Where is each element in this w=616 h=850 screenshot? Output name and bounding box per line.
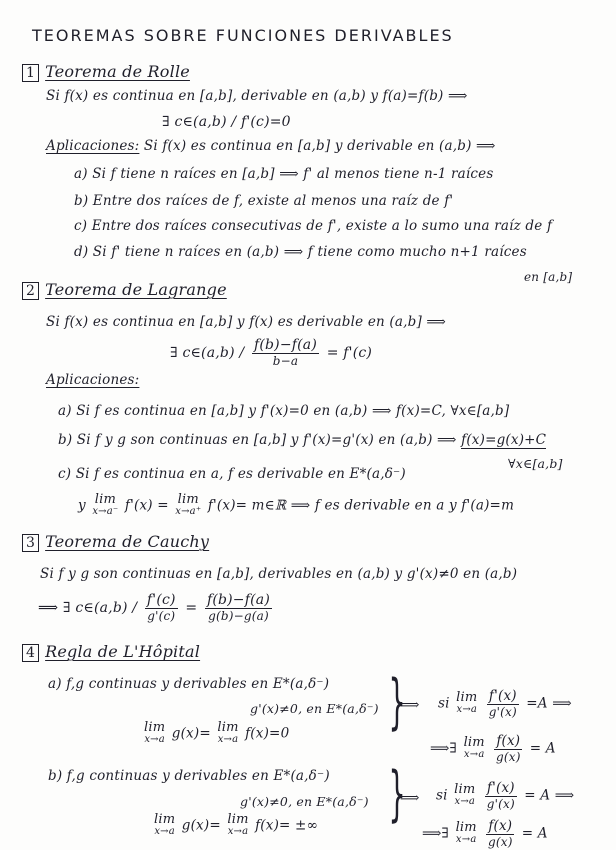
lhopital-b-result <box>422 818 548 850</box>
lim-sub: x→a⁻ <box>92 506 119 517</box>
lagrange-app-b-result: f(x)=g(x)+C <box>461 432 547 448</box>
arrow-b: ⟹ <box>400 790 420 806</box>
section-number: 2 <box>22 282 39 300</box>
lhopital-b-hyp3 <box>152 814 318 838</box>
lagrange-statement: Si f(x) es continua en [a,b] y f(x) es derivable en (a,b] ⟹ <box>46 314 446 330</box>
lim-label: lim <box>177 492 199 507</box>
section-name: Teorema de Cauchy <box>45 532 210 551</box>
fraction-denominator: g(b)−g(a) <box>208 609 269 623</box>
limit-left <box>92 494 118 518</box>
text: si <box>438 695 450 712</box>
page-title: TEOREMAS SOBRE FUNCIONES DERIVABLES <box>32 26 454 45</box>
rolle-app-c: c) Entre dos raíces consecutivas de f', existe a lo sumo una raíz de f <box>74 218 553 234</box>
lhopital-a-hyp1: a) f,g continuas y derivables en E*(a,δ⁻) <box>48 676 330 692</box>
section-lhopital-heading <box>22 642 200 662</box>
limit <box>227 814 248 838</box>
fraction-denominator: g'(x) <box>488 705 517 719</box>
lim-sub: x→a <box>227 826 249 837</box>
fraction-numerator: f'(c) <box>146 592 176 608</box>
fraction <box>487 688 519 720</box>
lim-label: lim <box>463 735 485 750</box>
lim-label: lim <box>227 812 249 827</box>
rolle-app-d: d) Si f' tiene n raíces en (a,b) ⟹ f tiene como mucho n+1 raíces <box>74 244 527 260</box>
fraction-numerator: f'(x) <box>486 780 515 796</box>
lhopital-a-hyp3 <box>142 722 289 746</box>
limit <box>456 692 477 716</box>
rolle-result: ∃ c∈(a,b) / f'(c)=0 <box>162 114 291 130</box>
fraction-numerator: f(x) <box>488 818 513 834</box>
lim-label: lim <box>217 720 239 735</box>
section-lagrange-heading <box>22 280 227 300</box>
section-cauchy-heading <box>22 532 209 552</box>
limit-right <box>175 494 201 518</box>
lim-sub: x→a⁺ <box>175 506 202 517</box>
lagrange-applications-label <box>46 372 139 388</box>
text: f'(x) = <box>124 497 169 514</box>
rolle-app-a: a) Si f tiene n raíces en [a,b] ⟹ f' al menos tiene n-1 raíces <box>74 166 494 182</box>
lim-label: lim <box>455 820 477 835</box>
section-number: 4 <box>22 644 39 662</box>
lhopital-b-hyp1: b) f,g continuas y derivables en E*(a,δ⁻) <box>48 768 330 784</box>
lim-sub: x→a <box>217 734 239 745</box>
cauchy-fraction-left <box>145 592 178 624</box>
lhopital-b-hyp2: g'(x)≠0, en E*(a,δ⁻) <box>240 794 369 809</box>
text: f(x)=0 <box>245 725 290 742</box>
text: g(x)= <box>181 817 221 834</box>
fraction-denominator: g'(c) <box>147 609 176 623</box>
lagrange-app-a: a) Si f es continua en [a,b] y f'(x)=0 en (a,b) ⟹ f(x)=C, ∀x∈[a,b] <box>58 403 510 419</box>
limit <box>144 722 165 746</box>
text: = A <box>529 740 556 757</box>
brace-b: } <box>388 759 406 829</box>
brace-a: } <box>388 667 406 737</box>
lagrange-app-b-domain: ∀x∈[a,b] <box>508 456 563 471</box>
fraction <box>485 780 517 812</box>
text: si <box>436 787 448 804</box>
lagrange-app-b-text: b) Si f y g son continuas en [a,b] y f'(x)=g'(x) en (a,b) ⟹ <box>58 432 457 448</box>
fraction-denominator: g(x) <box>487 835 513 849</box>
fraction-denominator: b−a <box>272 354 299 368</box>
cauchy-statement: Si f y g son continuas en [a,b], derivables en (a,b) y g'(x)≠0 en (a,b) <box>40 566 518 582</box>
limit <box>154 814 175 838</box>
text: = A ⟹ <box>524 787 575 804</box>
fraction-numerator: f(b)−f(a) <box>206 592 270 608</box>
lim-label: lim <box>144 720 166 735</box>
cauchy-fraction-right <box>205 592 272 624</box>
lim-sub: x→a <box>456 704 478 715</box>
rolle-applications <box>46 138 496 154</box>
rolle-app-b: b) Entre dos raíces de f, existe al menos una raíz de f' <box>74 193 454 209</box>
lagrange-app-c-cont <box>78 494 514 518</box>
applications-label: Aplicaciones: <box>46 138 140 154</box>
limit <box>464 737 485 761</box>
lagrange-result <box>170 337 372 369</box>
lhopital-b-cond <box>436 780 574 812</box>
fraction-numerator: f(b)−f(a) <box>253 337 318 353</box>
fraction-numerator: f'(x) <box>488 688 517 704</box>
section-name: Regla de L'Hôpital <box>45 642 201 661</box>
rolle-app-d-cont: en [a,b] <box>524 270 573 284</box>
section-number: 1 <box>22 64 39 82</box>
section-name: Teorema de Lagrange <box>45 280 227 299</box>
text: y <box>78 497 86 514</box>
lim-label: lim <box>454 782 476 797</box>
text: =A ⟹ <box>526 695 572 712</box>
fraction-numerator: f(x) <box>496 733 521 749</box>
lagrange-app-c: c) Si f es continua en a, f es derivable en E*(a,δ⁻) <box>58 466 406 482</box>
lhopital-a-cond <box>438 688 572 720</box>
text: ⟹ ∃ c∈(a,b) / <box>38 600 138 616</box>
arrow-a: ⟹ <box>400 697 420 713</box>
rolle-statement: Si f(x) es continua en [a,b], derivable en (a,b) y f(a)=f(b) ⟹ <box>46 88 468 104</box>
lagrange-app-b <box>58 432 546 448</box>
text: f(x)= ±∞ <box>255 817 319 834</box>
lim-sub: x→a <box>154 826 175 837</box>
text: = <box>185 600 198 616</box>
lim-sub: x→a <box>144 734 165 745</box>
lagrange-result-post: = f'(c) <box>326 345 373 361</box>
applications-intro: Si f(x) es continua en [a,b] y derivable en (a,b) ⟹ <box>143 138 496 154</box>
lhopital-a-result <box>430 733 556 765</box>
limit <box>456 822 477 846</box>
fraction-denominator: g'(x) <box>486 797 515 811</box>
lim-sub: x→a <box>454 796 476 807</box>
text: ⟹∃ <box>430 740 458 757</box>
text: ⟹∃ <box>422 825 450 842</box>
lagrange-fraction <box>252 337 319 369</box>
applications-label: Aplicaciones: <box>46 372 140 388</box>
text: g(x)= <box>171 725 211 742</box>
section-number: 3 <box>22 534 39 552</box>
lagrange-result-pre: ∃ c∈(a,b) / <box>170 345 245 361</box>
lim-label: lim <box>456 690 478 705</box>
lim-sub: x→a <box>455 834 477 845</box>
limit <box>454 784 475 808</box>
cauchy-result <box>38 592 275 624</box>
section-rolle-heading <box>22 62 190 82</box>
lhopital-a-hyp2: g'(x)≠0, en E*(a,δ⁻) <box>250 701 379 716</box>
fraction-denominator: g(x) <box>495 750 521 764</box>
limit <box>217 722 238 746</box>
lim-label: lim <box>154 812 176 827</box>
text: = A <box>521 825 548 842</box>
section-name: Teorema de Rolle <box>45 62 190 81</box>
lim-sub: x→a <box>463 749 485 760</box>
text: f'(x)= m∈ℝ ⟹ f es derivable en a y f'(a)=m <box>207 497 515 514</box>
fraction <box>494 733 522 765</box>
lim-label: lim <box>94 492 116 507</box>
fraction <box>486 818 514 850</box>
